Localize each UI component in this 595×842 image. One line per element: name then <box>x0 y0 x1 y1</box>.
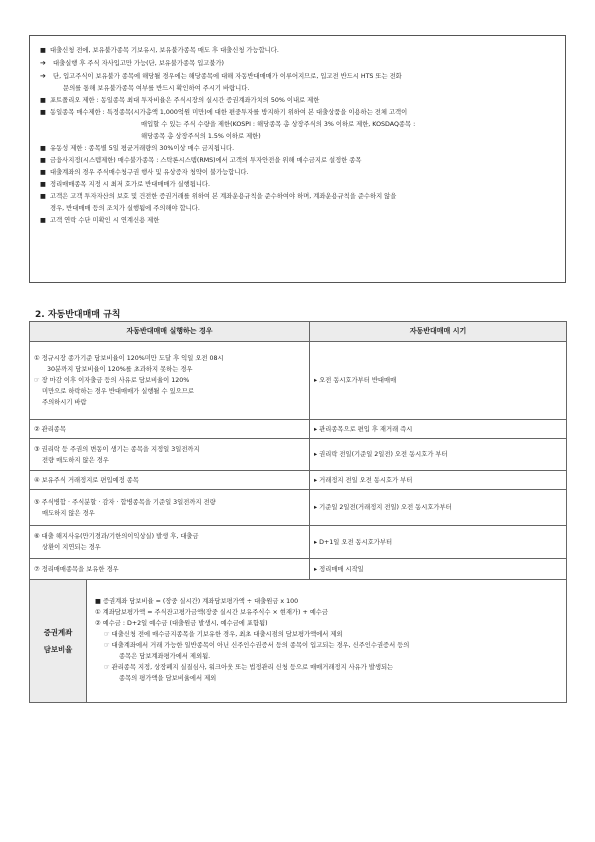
table-row <box>30 420 567 439</box>
table-row <box>30 439 567 471</box>
table-row <box>30 471 567 490</box>
notice-line: ■ 유동성 제한 : 종목별 5일 평균거래량의 30%이상 매수 금지됩니다. <box>40 145 235 152</box>
timing-cell: ▸ 오전 동시호가부터 반대매매 <box>310 342 567 420</box>
table-row <box>30 526 567 559</box>
arrow-icon: ➔ <box>40 59 46 67</box>
collateral-ratio-label: 증권계좌 담보비율 <box>30 580 87 703</box>
notice-line: ➔ 단, 입고주식이 보유불가 종목에 해당될 경우에는 해당종목에 대해 자동반대매매가 이루어지므로, 입고전 반드시 HTS 또는 전화 <box>40 72 402 80</box>
column-header-case: 자동반대매매 실행하는 경우 <box>30 322 310 342</box>
notice-line: ■ 동일종목 매수제한 : 특정종목(시가총액 1,000억원 미만)에 대한 편중투자를 방지하기 위하여 본 대출상품을 이용하는 전체 고객이 <box>40 109 408 116</box>
notice-line: ■ 정리매매종목 지정 시 최저 호가로 반대매매가 실행됩니다. <box>40 181 210 188</box>
timing-cell: ▸ 기준일 2일전(거래정지 전일) 오전 동시호가부터 <box>310 490 567 526</box>
timing-cell: ▸ 관리종목으로 편입 후 재거래 즉시 <box>310 420 567 439</box>
case-cell: ② 관리종목 <box>30 420 310 439</box>
case-cell: ③ 권리락 등 주권의 변동이 생기는 종목을 지정일 3일전까지 전량 매도하지 않은 경우 <box>30 439 310 471</box>
table-row <box>30 490 567 526</box>
notice-line: 해당종목 총 상장주식의 1.5% 이하로 제한) <box>141 133 261 140</box>
case-cell: ① 정규시장 종가기준 담보비율이 120%미만 도달 후 익일 오전 08시 30분까지 담보비율이 120%를 초과하지 못하는 경우 ☞ 장 마감 이후 이자출금 등의 사유로 담보비율이 120% 미만으로 하락하는 경우 반대매매가 실행될 수 있으므로 주의하시기 바람 <box>30 342 310 420</box>
timing-cell: ▸ 정리매매 시작일 <box>310 559 567 580</box>
notice-line: ➔ 대출실행 후 주식 자사입고만 가능(단, 보유불가종목 입고불가) <box>40 59 224 67</box>
column-header-timing: 자동반대매매 시기 <box>310 322 567 342</box>
table-row <box>30 559 567 580</box>
notice-line: ■ 금융사지정(시스템제한) 매수불가종목 : 스탁론시스템(RMS)에서 고객의 투자안전을 위해 매수금지로 설정한 종목 <box>40 157 362 164</box>
arrow-icon: ➔ <box>40 72 46 80</box>
table-row <box>30 342 567 420</box>
notice-line: ■ 대출계좌의 경우 주식매수청구권 행사 및 유상증자 청약이 불가능합니다. <box>40 169 249 176</box>
timing-cell: ▸ D+1일 오전 동시호가부터 <box>310 526 567 559</box>
notice-line: 매입할 수 있는 주식 수량을 제한(KOSPI : 해당종목 총 상장주식의 3% 이하로 제한, KOSDAQ종목 : <box>141 121 416 128</box>
notice-line: ■ 고객은 고객 투자자산의 보호 및 건전한 증권거래를 위하여 본 계좌운용규칙을 준수하여야 하며, 계좌운용규칙을 준수하지 않을 <box>40 193 397 200</box>
auto-liquidation-table <box>29 321 567 703</box>
notice-line: 경우, 반대매매 등의 조치가 실행됨에 주의해야 합니다. <box>50 205 200 212</box>
notice-line: ■ 고객 연락 수단 미확인 시 연계신용 제한 <box>40 217 160 224</box>
timing-cell: ▸ 거래정지 전일 오전 동시호가 부터 <box>310 471 567 490</box>
notice-line: ■ 포트폴리오 제한 : 동일종목 최대 투자비율은 주식시장의 실시간 증권계좌가치의 50% 이내로 제한 <box>40 97 320 104</box>
case-cell: ⑥ 대출 해지사유(만기경과/기한의이익상실) 발생 후, 대출금 상환이 지연되는 경우 <box>30 526 310 559</box>
notice-box <box>29 35 566 283</box>
case-cell: ④ 보유주식 거래정지로 편입예정 종목 <box>30 471 310 490</box>
timing-cell: ▸ 권리락 전일(기준일 2일전) 오전 동시호가 부터 <box>310 439 567 471</box>
table-row-collateral-ratio <box>30 580 567 703</box>
collateral-ratio-detail: ■ 증권계좌 담보비율 = (장중 실시간) 계좌담보평가액 ÷ 대출원금 x 100 ① 계좌담보평가액 = 주식잔고평가금액(장중 실시간 보유주식수 × 현재가) + 예수금 ② 예수금 : D+2일 예수금 (대출원금 발생시, 예수금에 포함됨) ☞ 대출신청 전에 매수금지종목을 기보유한 경우, 최초 대출시점의 담보평가액에서 제외 ☞ 대출계좌에서 거래 가능한 일반종목이 아닌 신주인수권증서 등의 종목이 입고되는 경우, 신주인수권증서 등의 종목은 담보계좌평가에서 제외됨. ☞ 관리종목 지정, 상장폐지 실질심사, 워크아웃 또는 법정관리 신청 등으로 매매거래정지 사유가 발생되는 종목의 평가액을 담보비율에서 제외 <box>87 580 567 703</box>
section-title: 2. 자동반대매매 규칙 <box>35 310 121 320</box>
notice-line: ■ 대출신청 전에, 보유불가종목 기보유시, 보유불가종목 매도 후 대출신청 가능합니다. <box>40 47 279 54</box>
notice-line: 문의를 통해 보유불가종목 여부를 반드시 확인하여 주시기 바랍니다. <box>63 85 250 92</box>
case-cell: ⑤ 주식병합 · 주식분할 · 감자 · 합병종목을 기준일 3일전까지 전량 매도하지 않은 경우 <box>30 490 310 526</box>
case-cell: ⑦ 정리매매종목을 보유한 경우 <box>30 559 310 580</box>
table-header-row <box>30 322 567 342</box>
